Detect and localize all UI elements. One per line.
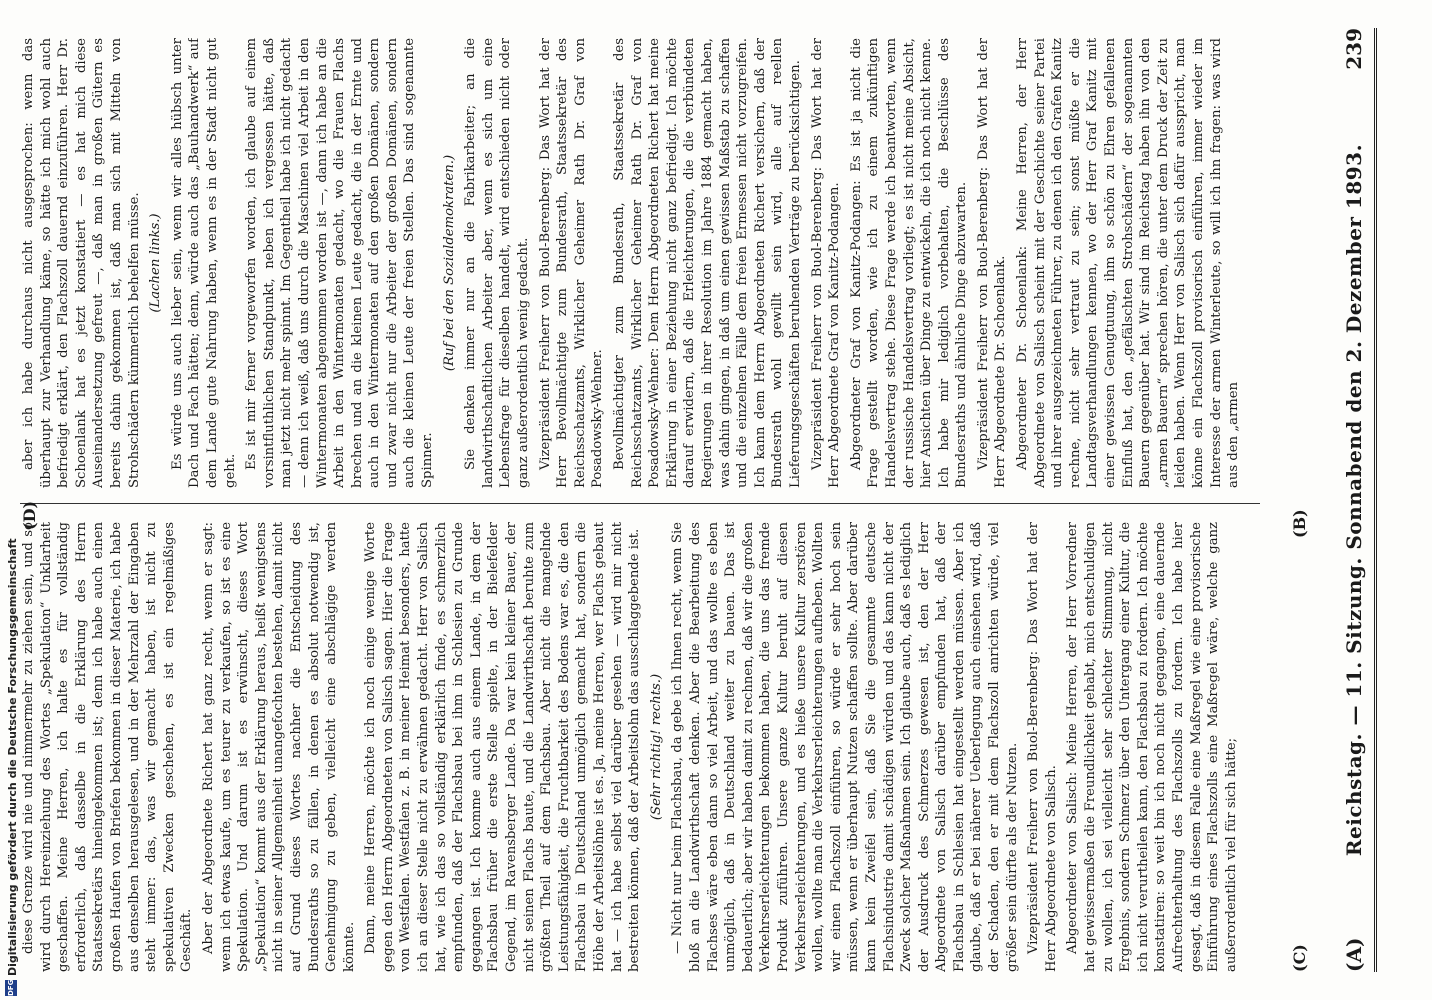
header-rule xyxy=(1374,28,1377,972)
interjection: (Sehr richtig! rechts.) xyxy=(648,673,664,821)
speaker-paragraph: Vizepräsident Freiherr von Buol-Berenberg: Das Wort hat der Herr Abgeordnete von Salisch. xyxy=(1026,522,1059,972)
page-header xyxy=(1336,28,1376,972)
paragraph: aber ich habe durchaus nicht ausgesprochen: wenn das überhaupt zur Verhandlung käme, so hätte ich mich wohl auch befriedigt erklärt, den Flachszoll dauernd einzuführen. Herr Dr. Schoenlank hat es jetzt konstatiert — es hat mich diese Auseinandersetzung gefreut —, daß man in großen Gütern es bereits dahin gekommen ist, daß man sich mit Mitteln von Strohschädern kümmerlich behelfen müsse. xyxy=(21,38,142,488)
speaker-paragraph: Vizepräsident Freiherr von Buol-Berenberg: Das Wort hat der Herr Bevollmächtigte zum Bundesrath, Staatssekretär des Reichsschatzamts, Wirklicher Geheimer Rath Dr. Graf von Posadowsky-Wehner. xyxy=(537,38,606,488)
column-divider xyxy=(20,503,1260,504)
speaker-paragraph: Bevollmächtigter zum Bundesrath, Staatssekretär des Reichsschatzamts, Wirklicher Geheimer Rath Dr. Graf von Posadowsky-Wehner: Dem Herrn Abgeordneten Richert hat meine Erklärung in einer Beziehung nicht ganz befriedigt. Ich möchte darauf erwidern, daß die Erleichterungen, die die verbündeten Regierungen in ihrer Resolution im Jahre 1884 gemacht haben, was dahin gingen, in daß um einen gewissen Maßstab zu schaffen und die einzelnen Fälle dem freien Ermessen nicht vorzugreifen. Ich kann dem Herrn Abgeordneten Richert versichern, daß der Bundesrath wohl gewillt sein wird, alle auf reellen Lieferungsgeschäften beruhenden Verträge zu berücksichtigen. xyxy=(612,38,803,488)
paragraph: diese Grenze wird nie und nimmermehr zu ziehen sein, und so wird durch Hereinziehung des Wortes „Spekulation“ Unklarheit geschaffen. Meine Herren, ich halte es für vollständig erforderlich, daß dasselbe in die Erklärung des Herrn Staatssekretärs hineingekommen ist; denn ich habe auch einen großen Haufen von Briefen bekommen in dieser Materie, ich habe aus denselben herausgelesen, und in der Mehrzahl der Eingaben steht immer: das, was wir gemacht haben, ist nicht zu spekulativen Zwecken geschehen, es ist ein regelmäßiges Geschäft. xyxy=(21,522,195,972)
speaker-paragraph: Abgeordneter Graf von Kanitz-Podangen: Es ist ja nicht die Frage gestellt worden, wie ich zu einem zukünftigen Handelsvertrag stehe. Diese Frage werde ich beantworten, wenn der russische Handelsvertrag vorliegt; es ist nicht meine Absicht, hier Ansichten über Dinge zu entwickeln, die ich noch nicht kenne. Ich habe mir lediglich vorbehalten, die Beschlüsse des Bundesraths und ähnliche Dinge abzuwarten. xyxy=(848,38,970,488)
running-title: Reichstag. — 11. Sitzung. Sonnabend den 2. Dezember 1893. xyxy=(1342,143,1366,857)
interjection: (Ruf bei den Sozialdemokraten.) xyxy=(441,154,457,372)
paragraph: — Nicht nur beim Flachsbau, da gebe ich Ihnen recht, wenn Sie bloß an die Landwirthschaft denken. Aber die Bearbeitung des Flachses wäre eben dann so viel Arbeit, und das wollte es eben unmöglich, daß in Deutschland weiter zu bauen. Das ist bedauerlich; aber wir haben damit zu rechnen, daß wir die großen Verkehrserleichterungen bekommen haben, die uns das fremde Produkt zuführen. Unsere ganze Kultur beruht auf diesen Verkehrserleichterungen, und es hieße unsere Kultur zerstören wollen, wollte man die Verkehrserleichterungen aufheben. Wollten wir einen Flachszoll einführen, so würde er sehr hoch sein müssen, wenn er überhaupt Nutzen schaffen sollte. Aber darüber kann kein Zweifel sein, daß Sie die gesammte deutsche Flachsindustrie damit schädigen würden und das kann nicht der Zweck solcher Maßnahmen sein. Ich glaube auch, daß es lediglich der Ausdruck des Schmerzes gewesen ist, den der Herr Abgeordnete von Salisch darüber empfunden hat, daß der Flachsbau in Schlesien hat eingestellt werden müssen. Aber ich glaube, daß er bei näherer Ueberlegung auch einsehen wird, daß der Schaden, den er mit dem Flachszoll anrichten würde, viel größer sein dürfte als der Nutzen. xyxy=(670,522,1020,972)
dfg-logo: DFG xyxy=(7,979,15,996)
left-column xyxy=(20,522,1260,972)
paragraph: Es würde uns auch lieber sein, wenn wir alles hübsch unter Dach und Fach hätten; denn, würde auch das „Bauhandwerk“ auf dem Lande gute Nahrung haben, wenn es in der Stadt nicht gut geht. xyxy=(169,38,238,488)
speaker-paragraph: Vizepräsident Freiherr von Buol-Berenberg: Das Wort hat der Herr Abgeordnete Dr. Schoenlank. xyxy=(975,38,1009,488)
margin-marker-d: (D) xyxy=(20,500,39,530)
right-column xyxy=(20,38,1260,488)
digitization-footer xyxy=(0,0,24,1000)
page-number: 239 xyxy=(1342,28,1366,70)
speaker-paragraph: Vizepräsident Freiherr von Buol-Berenberg: Das Wort hat der Herr Abgeordnete Graf von Kanitz-Podangen. xyxy=(809,38,843,488)
paragraph: Es ist mir ferner vorgeworfen worden, ich glaube auf einem vorsintfluthlichen Standpunkt, neben ich vergessen hätte, daß man jetzt nicht mehr spinnt. Im Gegentheil habe ich nicht gedacht — denn ich weiß, daß uns durch die Maschinen viel Arbeit in den Wintermonaten abgenommen worden ist —, dann ich habe an die Arbeit in den Wintermonaten gedacht, wo die Frauen Flachs brechen und an die kleinen Leute gedacht, die in der Ernte und auch in den Wintermonaten auf den großen Domänen, sondern und zwar nicht nur die Arbeiter der großen Domänen, sondern auch die kleinen Leute der freien Stellen. Das sind sogenannte Spinner. xyxy=(244,38,436,488)
margin-marker-a: (A) xyxy=(1342,937,1366,972)
speaker-paragraph: Abgeordneter Dr. Schoenlank: Meine Herren, der Herr Abgeordnete von Salisch scheint mit der Geschichte seiner Partei und ihrer ausgezeichneten Führer, zu denen ich den Grafen Kanitz rechne, nicht sehr vertraut zu sein; sonst müßte er die Landtagsverhandlungen kennen, wo der Herr Graf Kanitz mit einer gewissen Genugtuung, ihm so schön zu Ehren gefallenen Einfluß hat, den „gefälschten Strohschädern“ der sogenannten Bauern gegenüber hat. Wir sind im Reichstag haben ihn von den „armen Bauern“ sprechen hören, die unter dem Druck der Zeit zu leiden haben. Wenn Herr von Salisch sich dafür ausspricht, man könne ein Flachszoll provisorisch einführen, immer wieder im Interesse der armen Winterleute, so will ich ihn fragen: was wird aus den „armen xyxy=(1015,38,1242,488)
margin-marker-b: (B) xyxy=(1290,509,1309,538)
speaker-paragraph: Abgeordneter von Salisch: Meine Herren, der Herr Vorredner hat gewissermaßen die Freundlichkeit gehabt, mich entschuldigen zu wollen, ich sei vielleicht sehr schlechter Stimmung, nicht Ergebnis, sondern Schmerz über den Untergang einer Kultur, die ich nicht verurtheilen kann, den Flachsbau zu fordern. Ich möchte konstatiren: so weit bin ich noch nicht gegangen, eine dauernde Aufrechterhaltung des Flachszolls zu fordern. Ich habe hier gesagt, daß in diesem Falle eine Maßregel wie eine provisorische Einführung eines Flachszolls eine Maßregel wäre, welche ganz außerordentlich viel für sich hätte; xyxy=(1065,522,1239,972)
paragraph: Sie denken immer nur an die Fabrikarbeiter; an die landwirthschaftlichen Arbeiter aber, wenn es sich um eine Lebensfrage für dieselben handelt, wird entschieden nicht oder ganz außerordentlich wenig gedacht. xyxy=(463,38,532,488)
footer-text: Digitalisierung gefördert durch die Deutsche Forschungsgemeinschaft xyxy=(6,538,19,976)
paragraph: Aber der Abgeordnete Richert hat ganz recht, wenn er sagt: wenn ich etwas kaufe, um es teurer zu verkaufen, so ist es eine Spekulation. Und darum ist es erwünscht, dieses Wort „Spekulation“ kommt aus der Erklärung heraus, heißt wenigstens nicht in seiner Allgemeinheit unangefochten bestehen, damit nicht auf Grund dieses Wortes nachher die Entscheidung des Bundesraths so zu fällen, in denen es absolut notwendig ist, Genehmigung zu geben, vielleicht eine abschlägige werden könnte. xyxy=(200,522,357,972)
margin-marker-c: (C) xyxy=(1290,944,1309,972)
paragraph: Dann, meine Herren, möchte ich noch einige wenige Worte gegen den Herrn Abgeordneten von Salisch sagen. Hier die Frage von Westfalen. Westfalen z. B. in meiner Heimat besonders, hatte ich an dieser Stelle nicht zu erwähnen gedacht. Herr von Salisch hat, wie ich das so vollständig erklärlich finde, es schmerzlich empfunden, daß der Flachsbau bei ihm in Schlesien zu Grunde gegangen ist. Ich komme auch aus einem Lande, in dem der Flachsbau früher die erste Stelle spielte, in der Bielefelder Gegend, im Ravensberger Lande. Da war kein kleiner Bauer, der nicht seinen Flachs baute, und die Landwirthschaft beruhte zum größten Theil auf dem Flachsbau. Aber nicht die mangelnde Leistungsfähigkeit, die Fruchtbarkeit des Bodens war es, die den Flachsbau in Deutschland unmöglich gemacht hat, sondern die Höhe der Arbeitslöhne ist es. Ja, meine Herren, wer Flachs gebaut hat — ich habe selbst viel darüber gesehen — wird mir nicht bestreiten können, daß der Arbeitslohn das ausschlaggebende ist. xyxy=(363,522,643,972)
interjection: (Lachen links.) xyxy=(148,213,164,313)
